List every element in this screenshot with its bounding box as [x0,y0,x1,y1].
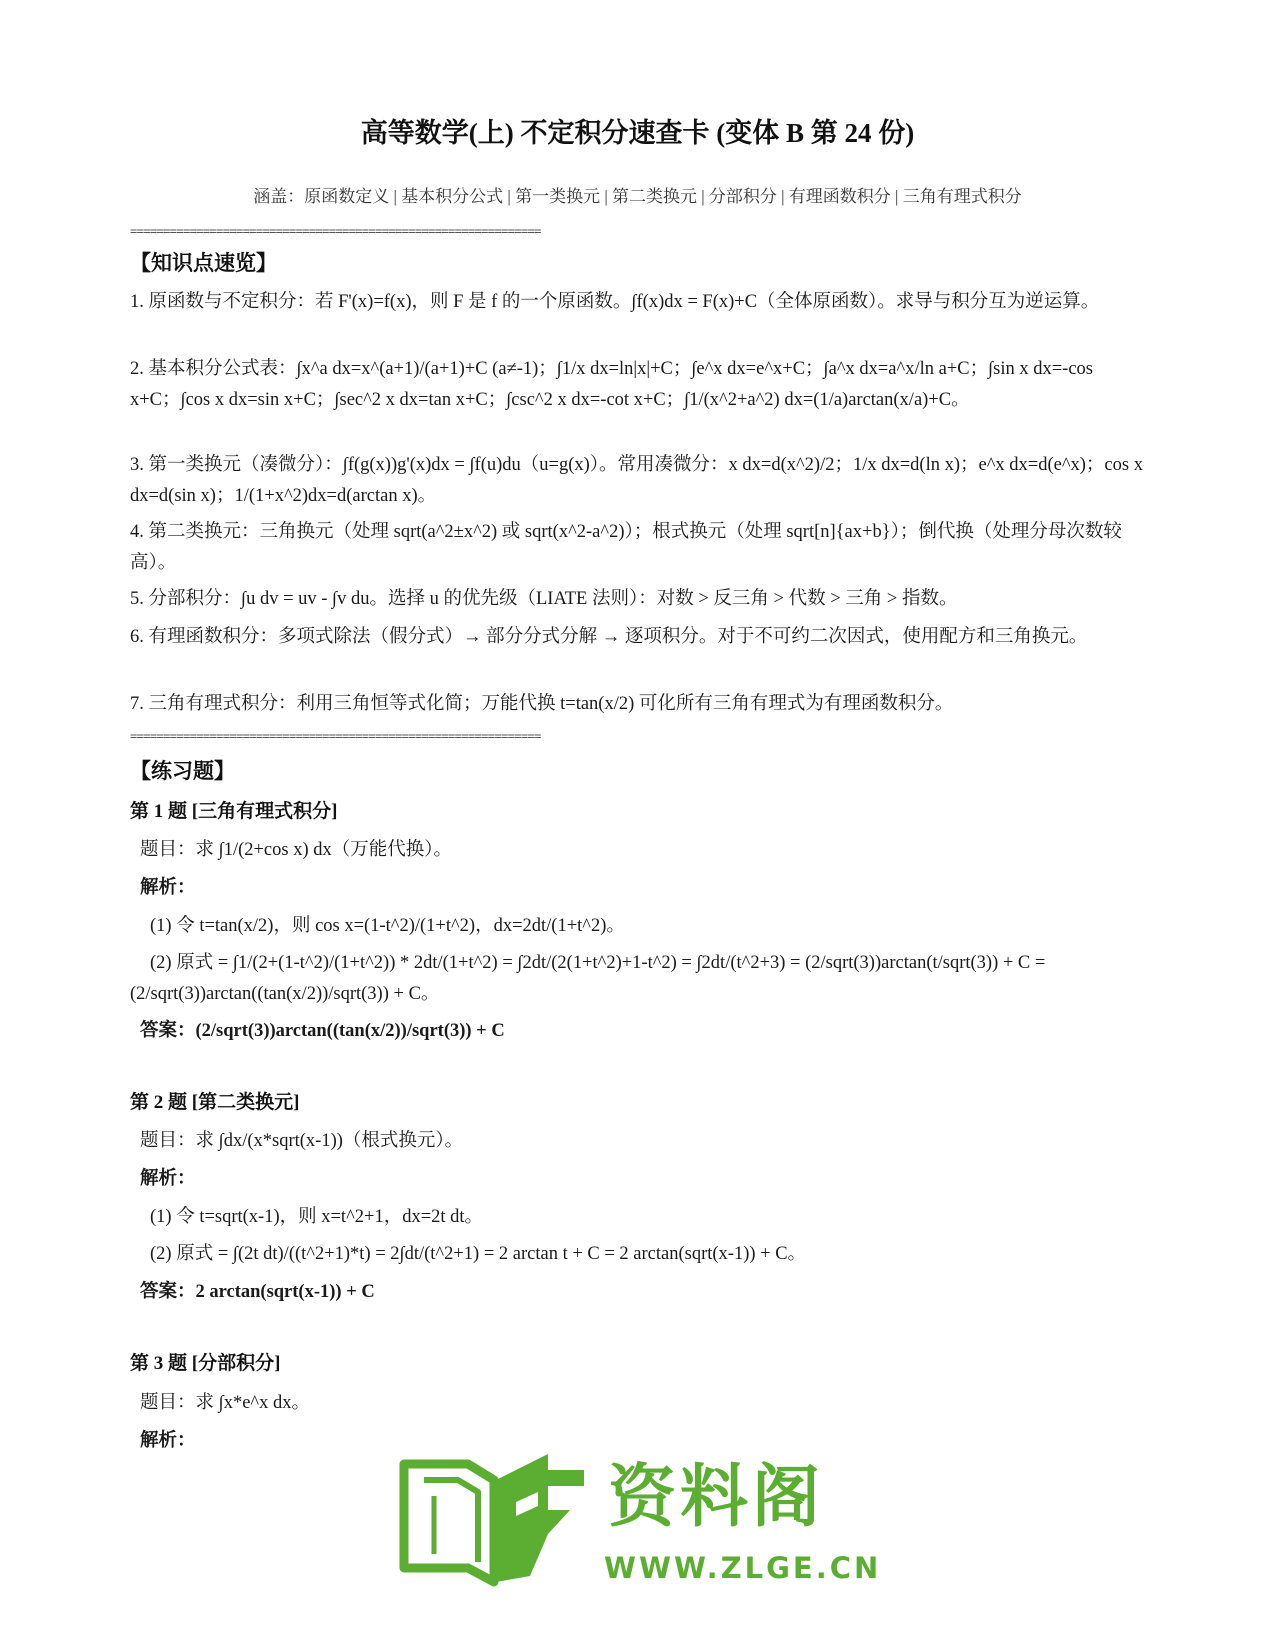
problem-heading: 第 3 题 [分部积分] [130,1353,281,1374]
knowledge-item: 3. 第一类换元（凑微分）：∫f(g(x))g'(x)dx = ∫f(u)du（u=g(x)）。常用凑微分：x dx=d(x^2)/2；1/x dx=d(ln x)；e^x dx=d(e^x)；cos x dx=d(sin x)；1/(1+x^2)dx=d(arctan x)。 [130,455,1143,506]
analysis-label: 解析： [140,1169,196,1189]
solution-step: (2) 原式 = ∫(2t dt)/((t^2+1)*t) = 2∫dt/(t^2+1) = 2 arctan t + C = 2 arctan(sqrt(x-1)) + C。 [150,1244,807,1264]
knowledge-item: 4. 第二类换元：三角换元（处理 sqrt(a^2±x^2) 或 sqrt(x^2-a^2)）；根式换元（处理 sqrt[n]{ax+b}）；倒代换（处理分母次数较高）。 [130,522,1122,573]
open-book-icon [398,1450,598,1590]
watermark-url: WWW.ZLGE.CN [604,1551,882,1585]
analysis-label: 解析： [140,1431,196,1451]
divider-rule: ============================================================== [130,731,541,741]
knowledge-item: 2. 基本积分公式表：∫x^a dx=x^(a+1)/(a+1)+C (a≠-1)；∫1/x dx=ln|x|+C；∫e^x dx=e^x+C；∫a^x dx=a^x/ln a+C；∫sin x dx=-cos x+C；∫cos x dx=sin x+C；∫sec^2 x dx=tan x+C；∫csc^2 x dx=-cot x+C；∫1/(x^2+a^2) dx=(1/a)arctan(x/a)+C。 [130,359,1093,410]
problem-heading: 第 2 题 [第二类换元] [130,1092,300,1113]
watermark-name: 资料阁 [608,1458,825,1537]
practice-heading: 【练习题】 [130,759,235,783]
knowledge-item: 6. 有理函数积分：多项式除法（假分式）→ 部分分式分解 → 逐项积分。对于不可约二次因式，使用配方和三角换元。 [130,627,1088,647]
answer-line: 答案：(2/sqrt(3))arctan((tan(x/2))/sqrt(3)) + C [140,1021,505,1041]
watermark-logo [398,1450,882,1590]
divider-rule: ============================================================== [130,226,541,236]
knowledge-item: 5. 分部积分：∫u dv = uv - ∫v du。选择 u 的优先级（LIATE 法则）：对数 > 反三角 > 代数 > 三角 > 指数。 [130,589,958,609]
knowledge-heading: 【知识点速览】 [130,251,277,275]
analysis-label: 解析： [140,878,196,898]
answer-line: 答案：2 arctan(sqrt(x-1)) + C [140,1282,375,1302]
knowledge-item: 1. 原函数与不定积分：若 F'(x)=f(x)，则 F 是 f 的一个原函数。∫f(x)dx = F(x)+C（全体原函数）。求导与积分互为逆运算。 [130,292,1100,312]
problem-question: 题目：求 ∫dx/(x*sqrt(x-1))（根式换元）。 [140,1131,464,1151]
solution-step: (1) 令 t=tan(x/2)，则 cos x=(1-t^2)/(1+t^2)，dx=2dt/(1+t^2)。 [150,916,625,936]
solution-step: (2) 原式 = ∫1/(2+(1-t^2)/(1+t^2)) * 2dt/(1+t^2) = ∫2dt/(2(1+t^2)+1-t^2) = ∫2dt/(t^2+3) = (2/sqrt(3))arctan(t/sqrt(3)) + C = (2/sqrt(3))arctan((tan(x/2))/sqrt(3)) + C。 [130,953,1046,1004]
page-subtitle: 涵盖：原函数定义 | 基本积分公式 | 第一类换元 | 第二类换元 | 分部积分 | 有理函数积分 | 三角有理式积分 [253,187,1022,206]
knowledge-item: 7. 三角有理式积分：利用三角恒等式化简；万能代换 t=tan(x/2) 可化所有三角有理式为有理函数积分。 [130,694,954,714]
page-title: 高等数学(上) 不定积分速查卡 (变体 B 第 24 份) [360,118,915,148]
solution-step: (1) 令 t=sqrt(x-1)，则 x=t^2+1，dx=2t dt。 [150,1207,484,1227]
problem-question: 题目：求 ∫x*e^x dx。 [140,1393,310,1413]
problem-question: 题目：求 ∫1/(2+cos x) dx（万能代换）。 [140,840,452,860]
problem-heading: 第 1 题 [三角有理式积分] [130,801,338,822]
